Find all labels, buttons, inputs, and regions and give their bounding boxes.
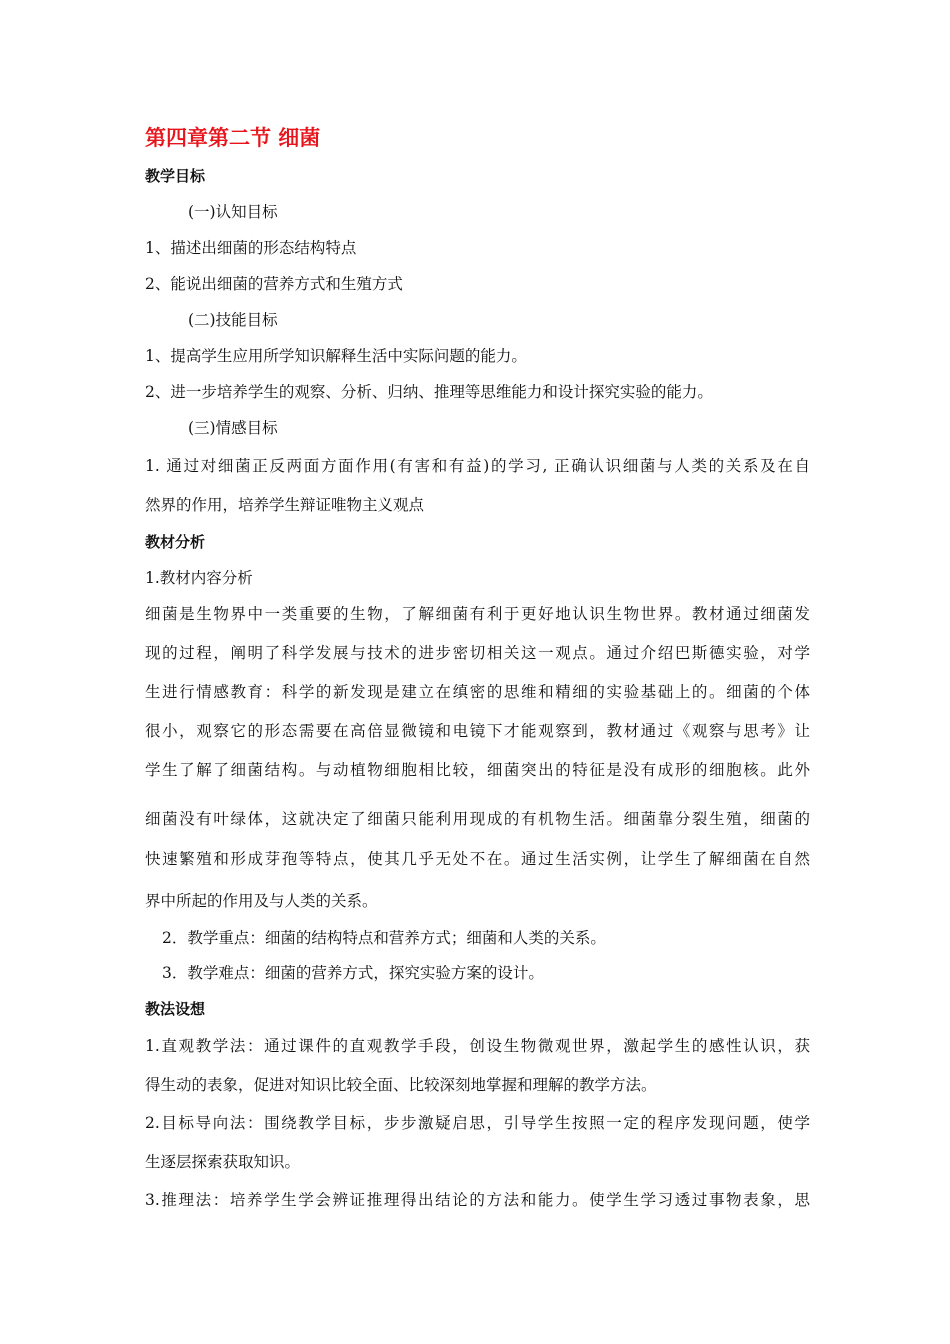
content-analysis-line: 生进行情感教育：科学的新发现是建立在缜密的思维和精细的实验基础上的。细菌的个体 (145, 683, 810, 701)
method-idea-line: 3.推理法：培养学生学会辨证推理得出结论的方法和能力。使学生学习透过事物表象，思 (145, 1191, 810, 1209)
content-analysis-line: 很小，观察它的形态需要在高倍显微镜和电镜下才能观察到，教材通过《观察与思考》让 (145, 722, 810, 740)
emotion-goal-line: 然界的作用，培养学生辩证唯物主义观点 (145, 496, 425, 514)
subheading-skill-goals: (二)技能目标 (188, 311, 278, 329)
teaching-difficult-point: 3．教学难点：细菌的营养方式，探究实验方案的设计。 (162, 964, 544, 982)
content-analysis-line: 学生了解了细菌结构。与动植物细胞相比较，细菌突出的特征是没有成形的细胞核。此外 (145, 761, 810, 779)
subheading-emotion-goals: (三)情感目标 (188, 419, 278, 437)
teaching-key-point: 2．教学重点：细菌的结构特点和营养方式；细菌和人类的关系。 (162, 929, 606, 947)
method-idea-line: 2.目标导向法：围绕教学目标，步步激疑启思，引导学生按照一定的程序发现问题，使学 (145, 1114, 810, 1132)
section-heading-teaching-goals: 教学目标 (145, 167, 206, 185)
subheading-content-analysis: 1.教材内容分析 (145, 569, 253, 587)
document-title: 第四章第二节 细菌 (145, 126, 321, 150)
content-analysis-line: 细菌没有叶绿体，这就决定了细菌只能利用现成的有机物生活。细菌靠分裂生殖，细菌的 (145, 810, 810, 828)
subheading-cognitive-goals: (一)认知目标 (188, 203, 278, 221)
method-idea-line: 得生动的表象，促进对知识比较全面、比较深刻地掌握和理解的教学方法。 (145, 1076, 657, 1094)
cognitive-goal-item: 1、描述出细菌的形态结构特点 (145, 239, 357, 257)
emotion-goal-line: 1. 通过对细菌正反两面方面作用(有害和有益)的学习, 正确认识细菌与人类的关系及在自 (145, 457, 810, 475)
skill-goal-item: 2、进一步培养学生的观察、分析、归纳、推理等思维能力和设计探究实验的能力。 (145, 383, 713, 401)
method-idea-line: 1.直观教学法：通过课件的直观教学手段，创设生物微观世界，激起学生的感性认识，获 (145, 1037, 810, 1055)
section-heading-method-ideas: 教法设想 (145, 1000, 206, 1018)
content-analysis-line: 细菌是生物界中一类重要的生物，了解细菌有利于更好地认识生物世界。教材通过细菌发 (145, 605, 810, 623)
cognitive-goal-item: 2、能说出细菌的营养方式和生殖方式 (145, 275, 403, 293)
content-analysis-line: 快速繁殖和形成芽孢等特点，使其几乎无处不在。通过生活实例，让学生了解细菌在自然 (145, 850, 810, 868)
method-idea-line: 生逐层探索获取知识。 (145, 1153, 301, 1171)
content-analysis-line: 现的过程，阐明了科学发展与技术的进步密切相关这一观点。通过介绍巴斯德实验，对学 (145, 644, 810, 662)
skill-goal-item: 1、提高学生应用所学知识解释生活中实际问题的能力。 (145, 347, 527, 365)
content-analysis-line: 界中所起的作用及与人类的关系。 (145, 892, 378, 910)
section-heading-material-analysis: 教材分析 (145, 533, 206, 551)
